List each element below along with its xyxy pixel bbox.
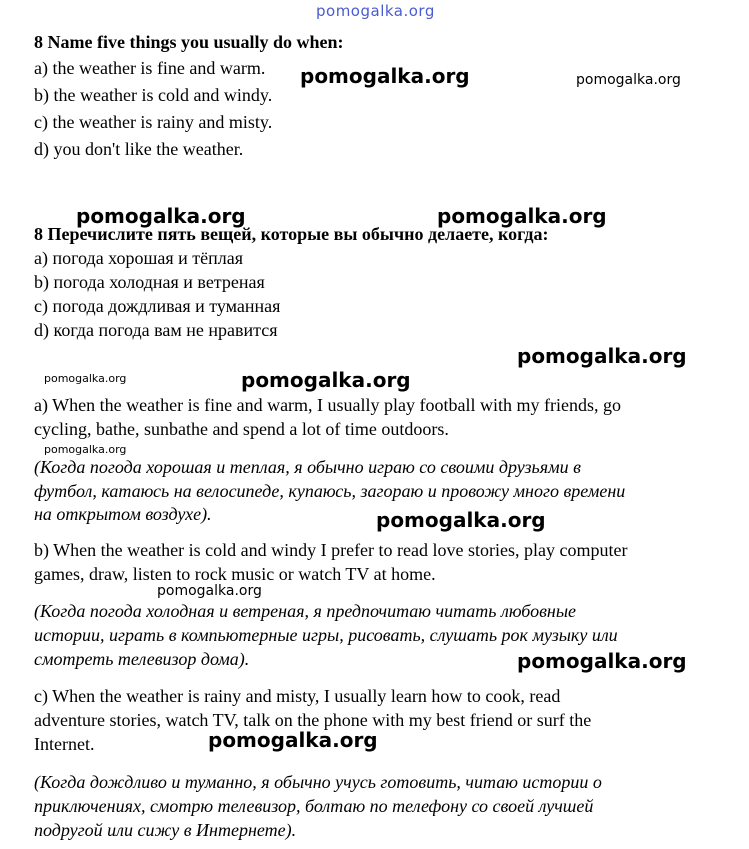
russian-item-d: d) когда погода вам не нравится: [34, 320, 278, 340]
english-item-b: b) the weather is cold and windy.: [34, 85, 273, 105]
answer-a-translation: на открытом воздухе).: [34, 504, 212, 524]
watermark: pomogalka.org: [44, 443, 127, 456]
watermark: pomogalka.org: [576, 72, 681, 88]
watermark: pomogalka.org: [208, 728, 378, 752]
answer-b-translation: истории, играть в компьютерные игры, рисовать, слушать рок музыку или: [34, 625, 618, 645]
answer-c-line: Internet.: [34, 734, 95, 754]
english-item-d: d) you don't like the weather.: [34, 139, 244, 159]
answer-a-line: cycling, bathe, sunbathe and spend a lot of time outdoors.: [34, 419, 449, 439]
watermark: pomogalka.org: [157, 583, 262, 599]
watermark: pomogalka.org: [44, 372, 127, 385]
answer-c-line: adventure stories, watch TV, talk on the phone with my best friend or surf the: [34, 710, 592, 730]
answer-a-translation: (Когда погода хорошая и теплая, я обычно играю со своими друзьями в: [34, 457, 581, 477]
watermark: pomogalka.org: [300, 64, 470, 88]
russian-item-b: b) погода холодная и ветреная: [34, 272, 265, 292]
answer-b-translation: смотреть телевизор дома).: [34, 649, 250, 669]
watermark: pomogalka.org: [76, 204, 246, 228]
answer-a-line: a) When the weather is fine and warm, I usually play football with my friends, go: [34, 395, 622, 415]
english-item-c: c) the weather is rainy and misty.: [34, 112, 273, 132]
answer-c-translation: приключениях, смотрю телевизор, болтаю по телефону со своей лучшей: [34, 796, 594, 816]
watermark: pomogalka.org: [517, 649, 687, 673]
answer-b-line: games, draw, listen to rock music or watch TV at home.: [34, 564, 436, 584]
russian-heading: 8 Перечислите пять вещей, которые вы обычно делаете, когда:: [34, 224, 549, 244]
english-heading: 8 Name five things you usually do when:: [34, 32, 344, 52]
russian-item-c: c) погода дождливая и туманная: [34, 296, 281, 316]
answer-c-line: c) When the weather is rainy and misty, I usually learn how to cook, read: [34, 686, 561, 706]
watermark-top: pomogalka.org: [316, 2, 435, 20]
watermark: pomogalka.org: [437, 204, 607, 228]
answer-b-line: b) When the weather is cold and windy I prefer to read love stories, play computer: [34, 540, 628, 560]
answer-a-translation: футбол, катаюсь на велосипеде, купаюсь, загораю и провожу много времени: [34, 481, 626, 501]
russian-item-a: a) погода хорошая и тёплая: [34, 248, 243, 268]
english-item-a: a) the weather is fine and warm.: [34, 58, 266, 78]
watermark: pomogalka.org: [376, 508, 546, 532]
answer-b-translation: (Когда погода холодная и ветреная, я предпочитаю читать любовные: [34, 601, 577, 621]
watermark: pomogalka.org: [517, 344, 687, 368]
watermark: pomogalka.org: [241, 368, 411, 392]
answer-c-translation: (Когда дождливо и туманно, я обычно учусь готовить, читаю истории о: [34, 772, 602, 792]
answer-c-translation: подругой или сижу в Интернете).: [34, 820, 297, 840]
